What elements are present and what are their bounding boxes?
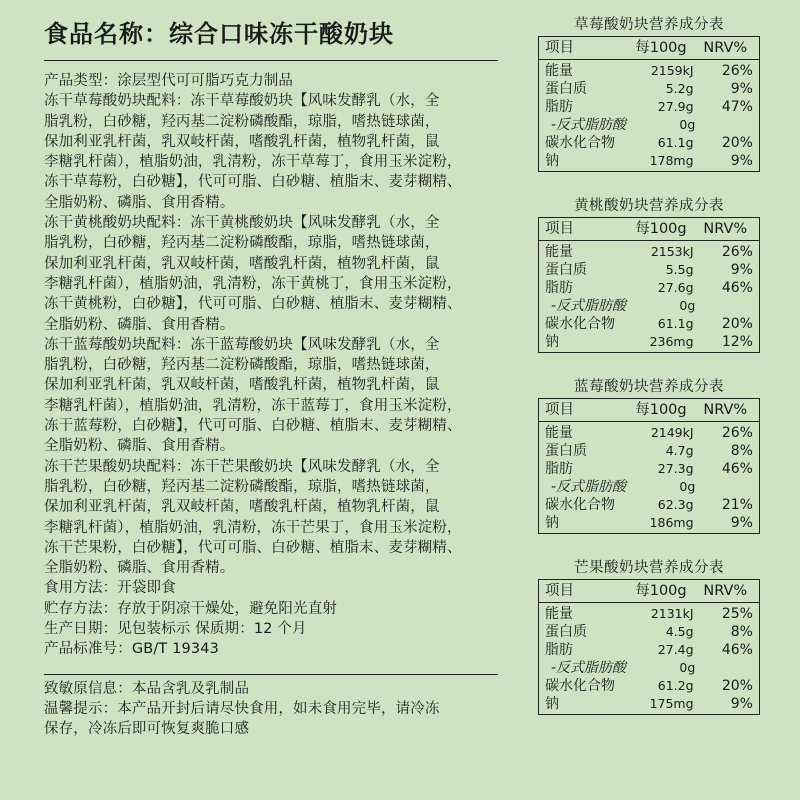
nutrient-nrv: 26% [721,425,753,441]
nutrient-name: 蛋白质 [545,624,587,640]
notice-section [44,679,498,740]
nutrition-row [545,134,753,152]
nutrient-nrv [695,478,753,496]
nutrient-value: 27.3g [657,461,694,476]
product-title: 食品名称：综合口味冻干酸奶块 [44,20,394,48]
notice-line: 致敏原信息：本品含乳及乳制品 [44,680,250,697]
info-line: 产品类型：涂层型代可可脂巧克力制品 [44,73,294,89]
nutrient-name: 钠 [545,334,559,350]
title-divider [44,60,498,61]
nutrition-table-box [538,36,760,172]
info-line: 冻干蓝莓粉，白砂糖】，代可可脂、白砂糖、植脂末、麦芽糊精、 [44,418,462,435]
info-line: 全脂奶粉、磷脂、食用香精。 [44,438,235,455]
header-per-100g: 每100g [635,221,687,237]
nutrient-name: 能量 [545,63,573,79]
info-line: 冻干芒果酸奶块配料：冻干芒果酸奶块【风味发酵乳（水，全 [44,458,440,475]
info-line: 保加利亚乳杆菌，乳双岐杆菌，嗜酸乳杆菌，植物乳杆菌，鼠 [44,133,440,150]
header-nrv: NRV% [703,40,748,56]
nutrient-nrv: 9% [730,153,753,169]
info-line: 脂乳粉，白砂糖，羟丙基二淀粉磷酸酯，琼脂，嗜热链球菌， [44,235,440,252]
info-line: 冻干黄桃酸奶块配料：冻干黄桃酸奶块【风味发酵乳（水，全 [44,215,440,232]
info-line: 全脂奶粉、磷脂、食用香精。 [44,560,235,577]
nutrient-value: 4.5g [665,624,694,639]
nutrient-nrv: 8% [730,443,753,459]
nutrition-row [545,243,753,261]
nutrient-name: -反式脂肪酸 [551,298,627,314]
nutrient-value: 27.6g [657,280,694,295]
nutrient-nrv: 9% [730,696,753,712]
nutrition-table-box [538,579,760,715]
nutrient-value: 61.1g [657,135,694,150]
info-line: 保加利亚乳杆菌，乳双岐杆菌，嗜酸乳杆菌，植物乳杆菌，鼠 [44,499,440,516]
nutrition-table-title: 芒果酸奶块营养成分表 [574,560,724,576]
nutrient-value: 0g [679,479,696,494]
nutrition-table-title: 蓝莓酸奶块营养成分表 [574,379,724,395]
nutrient-value: 178mg [649,153,694,168]
nutrient-nrv: 46% [721,461,753,477]
nutrient-name: 脂肪 [545,280,573,296]
nutrient-value: 0g [679,660,696,675]
nutrient-nrv: 20% [721,135,753,151]
notice-line: 保存，冷冻后即可恢复爽脆口感 [44,721,250,738]
nutrition-row [545,514,753,532]
info-line: 冻干草莓粉，白砂糖】，代可可脂、白砂糖、植脂末、麦芽糊精、 [44,174,462,191]
nutrient-nrv: 25% [721,606,753,622]
header-nrv: NRV% [703,402,748,418]
header-nrv: NRV% [703,221,748,237]
nutrient-nrv: 46% [721,280,753,296]
info-line: 产品标准号：GB/T 19343 [44,641,220,658]
nutrient-nrv: 21% [721,497,753,513]
nutrition-table-title: 草莓酸奶块营养成分表 [574,17,724,33]
info-line: 生产日期：见包装标示 保质期：12 个月 [44,621,307,638]
nutrient-value: 0g [679,117,696,132]
nutrient-name: 钠 [545,696,559,712]
nutrition-row [545,279,753,297]
nutrition-table [538,14,760,172]
nutrient-nrv: 20% [721,316,753,332]
nutrient-name: 碳水化合物 [545,497,615,513]
info-line: 冻干草莓酸奶块配料：冻干草莓酸奶块【风味发酵乳（水，全 [44,93,440,110]
nutrition-table [538,195,760,353]
info-line: 李糖乳杆菌），植脂奶油，乳清粉，冻干草莓丁，食用玉米淀粉， [44,154,462,171]
nutrient-nrv: 26% [721,63,753,79]
nutrient-name: 蛋白质 [545,262,587,278]
nutrition-table-box [538,217,760,353]
nutrient-name: 脂肪 [545,642,573,658]
nutrition-table-header [539,218,759,241]
nutrition-row [545,478,753,496]
nutrient-value: 5.5g [665,262,694,277]
info-line: 保加利亚乳杆菌，乳双岐杆菌，嗜酸乳杆菌，植物乳杆菌，鼠 [44,377,440,394]
nutrient-value: 27.4g [657,642,694,657]
info-line: 脂乳粉，白砂糖，羟丙基二淀粉磷酸酯，琼脂，嗜热链球菌， [44,113,440,130]
nutrition-table-box [538,398,760,534]
nutrition-row [545,261,753,279]
nutrient-value: 27.9g [657,99,694,114]
nutrient-name: 能量 [545,425,573,441]
nutrition-row [545,641,753,659]
nutrient-nrv [695,297,753,315]
header-item: 项目 [545,221,574,237]
nutrition-row [545,62,753,80]
product-info-panel [44,14,498,740]
nutrient-nrv: 46% [721,642,753,658]
nutrient-nrv [695,659,753,677]
nutrient-name: 钠 [545,515,559,531]
nutrition-row [545,677,753,695]
nutrient-nrv: 20% [721,678,753,694]
nutrient-name: 脂肪 [545,99,573,115]
nutrient-value: 2159kJ [650,63,694,78]
nutrient-value: 61.2g [657,678,694,693]
nutrient-name: 碳水化合物 [545,135,615,151]
nutrition-row [545,333,753,351]
nutrient-value: 186mg [649,515,694,530]
info-line: 脂乳粉，白砂糖，羟丙基二淀粉磷酸酯，琼脂，嗜热链球菌， [44,357,440,374]
info-line: 全脂奶粉、磷脂、食用香精。 [44,316,235,333]
nutrient-name: 蛋白质 [545,81,587,97]
nutrient-name: 脂肪 [545,461,573,477]
nutrient-name: 蛋白质 [545,443,587,459]
nutrient-value: 62.3g [657,497,694,512]
nutrition-row [545,80,753,98]
nutrition-table [538,376,760,534]
info-line: 冻干黄桃粉，白砂糖】，代可可脂、白砂糖、植脂末、麦芽糊精、 [44,296,462,313]
nutrient-nrv: 12% [721,334,753,350]
nutrition-row [545,98,753,116]
info-line: 冻干芒果粉，白砂糖】，代可可脂、白砂糖、植脂末、麦芽糊精、 [44,539,462,556]
nutrient-value: 0g [679,298,696,313]
nutrition-row [545,605,753,623]
nutrient-name: 碳水化合物 [545,316,615,332]
info-line: 冻干蓝莓酸奶块配料：冻干蓝莓酸奶块【风味发酵乳（水，全 [44,336,440,353]
nutrient-name: -反式脂肪酸 [551,117,627,133]
nutrient-nrv: 8% [730,624,753,640]
nutrition-row [545,442,753,460]
nutrition-row [545,659,753,677]
nutrition-row [545,297,753,315]
info-line: 贮存方法：存放于阴凉干燥处，避免阳光直射 [44,600,337,617]
header-nrv: NRV% [703,583,748,599]
info-line: 全脂奶粉、磷脂、食用香精。 [44,194,235,211]
nutrient-nrv: 47% [721,99,753,115]
nutrient-nrv: 26% [721,244,753,260]
header-item: 项目 [545,583,574,599]
nutrient-name: -反式脂肪酸 [551,660,627,676]
nutrition-column [538,14,760,715]
nutrient-value: 236mg [649,334,694,349]
nutrient-nrv [695,116,753,134]
info-line: 保加利亚乳杆菌，乳双岐杆菌，嗜酸乳杆菌，植物乳杆菌，鼠 [44,255,440,272]
nutrition-row [545,623,753,641]
nutrient-name: 能量 [545,244,573,260]
header-per-100g: 每100g [635,402,687,418]
nutrition-table-header [539,580,759,603]
nutrition-row [545,116,753,134]
nutrient-nrv: 9% [730,262,753,278]
nutrient-name: 碳水化合物 [545,678,615,694]
header-item: 项目 [545,402,574,418]
nutrition-table-header [539,399,759,422]
info-line: 李糖乳杆菌），植脂奶油，乳清粉，冻干芒果丁，食用玉米淀粉， [44,519,462,536]
nutrient-value: 4.7g [665,443,694,458]
nutrition-table-title: 黄桃酸奶块营养成分表 [574,198,724,214]
header-per-100g: 每100g [635,40,687,56]
nutrient-name: -反式脂肪酸 [551,479,627,495]
info-line: 李糖乳杆菌），植脂奶油，乳清粉，冻干蓝莓丁，食用玉米淀粉， [44,397,462,414]
nutrition-row [545,695,753,713]
notice-line: 温馨提示：本产品开封后请尽快食用，如未食用完毕，请冷冻 [44,700,440,717]
info-line: 李糖乳杆菌），植脂奶油，乳清粉，冻干黄桃丁，食用玉米淀粉， [44,275,462,292]
nutrition-row [545,152,753,170]
nutrient-value: 2149kJ [650,425,694,440]
nutrient-value: 175mg [649,696,694,711]
nutrient-nrv: 9% [730,81,753,97]
info-line: 食用方法：开袋即食 [44,580,176,597]
nutrition-row [545,496,753,514]
nutrition-table [538,557,760,715]
nutrient-value: 61.1g [657,316,694,331]
nutrition-table-header [539,37,759,60]
ingredients-section [44,71,498,660]
nutrient-value: 5.2g [665,81,694,96]
header-item: 项目 [545,40,574,56]
notice-divider [44,674,498,675]
nutrient-nrv: 9% [730,515,753,531]
header-per-100g: 每100g [635,583,687,599]
nutrition-row [545,460,753,478]
info-line: 脂乳粉，白砂糖，羟丙基二淀粉磷酸酯，琼脂，嗜热链球菌， [44,478,440,495]
nutrient-value: 2131kJ [650,606,694,621]
nutrient-name: 能量 [545,606,573,622]
nutrient-value: 2153kJ [650,244,694,259]
nutrition-row [545,424,753,442]
nutrient-name: 钠 [545,153,559,169]
nutrition-row [545,315,753,333]
